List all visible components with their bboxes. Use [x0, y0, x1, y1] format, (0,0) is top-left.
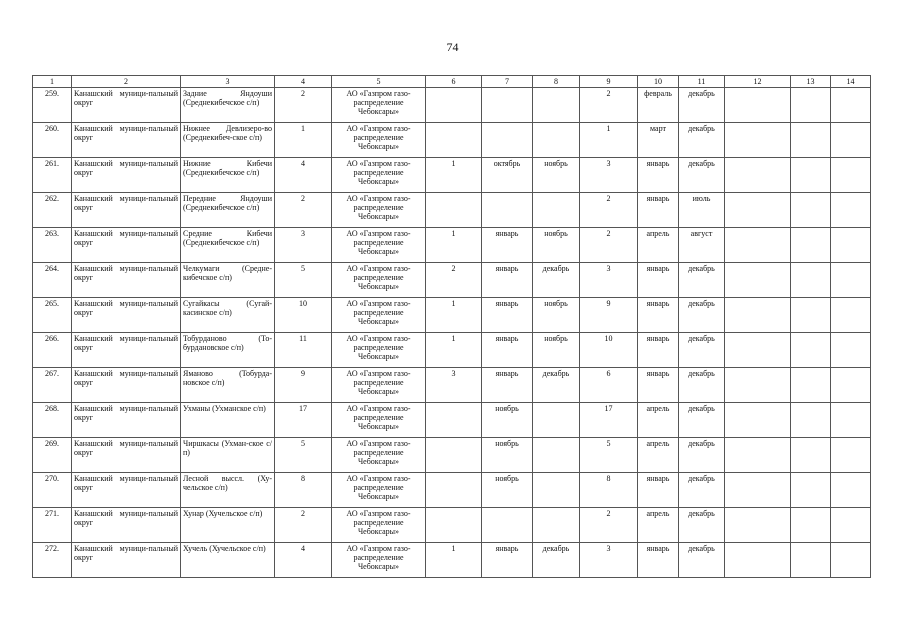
col6-cell	[426, 88, 482, 123]
col11-cell: декабрь	[679, 333, 725, 368]
column-header: 4	[275, 76, 332, 88]
col4-cell: 2	[275, 88, 332, 123]
col4-cell: 5	[275, 438, 332, 473]
column-header: 5	[332, 76, 426, 88]
col14-cell	[831, 368, 871, 403]
column-header: 9	[580, 76, 638, 88]
col6-cell	[426, 473, 482, 508]
col14-cell	[831, 473, 871, 508]
col8-cell: декабрь	[533, 368, 580, 403]
col9-cell: 2	[580, 508, 638, 543]
col14-cell	[831, 88, 871, 123]
col7-cell	[482, 508, 533, 543]
col4-cell: 10	[275, 298, 332, 333]
col9-cell: 2	[580, 88, 638, 123]
col14-cell	[831, 403, 871, 438]
col7-cell: январь	[482, 543, 533, 578]
organization-cell: АО «Газпром газо-распределение Чебоксары»	[332, 263, 426, 298]
settlement-cell: Хучель (Хучельское с/п)	[181, 543, 275, 578]
row-number-cell: 264.	[33, 263, 72, 298]
district-cell: Канашский муници-пальный округ	[72, 368, 181, 403]
col12-cell	[725, 228, 791, 263]
col9-cell: 3	[580, 263, 638, 298]
col4-cell: 4	[275, 543, 332, 578]
col14-cell	[831, 158, 871, 193]
col10-cell: апрель	[638, 228, 679, 263]
col9-cell: 8	[580, 473, 638, 508]
col13-cell	[791, 123, 831, 158]
col13-cell	[791, 403, 831, 438]
col11-cell: декабрь	[679, 473, 725, 508]
row-number-cell: 260.	[33, 123, 72, 158]
col10-cell: январь	[638, 298, 679, 333]
col13-cell	[791, 158, 831, 193]
col8-cell: ноябрь	[533, 228, 580, 263]
district-cell: Канашский муници-пальный округ	[72, 508, 181, 543]
row-number-cell: 269.	[33, 438, 72, 473]
col6-cell: 1	[426, 333, 482, 368]
col14-cell	[831, 438, 871, 473]
column-header: 3	[181, 76, 275, 88]
col8-cell	[533, 403, 580, 438]
col8-cell: декабрь	[533, 543, 580, 578]
col8-cell	[533, 88, 580, 123]
row-number-cell: 261.	[33, 158, 72, 193]
col10-cell: январь	[638, 473, 679, 508]
organization-cell: АО «Газпром газо-распределение Чебоксары»	[332, 333, 426, 368]
row-number-cell: 270.	[33, 473, 72, 508]
col6-cell: 1	[426, 543, 482, 578]
col8-cell: ноябрь	[533, 333, 580, 368]
col8-cell: декабрь	[533, 263, 580, 298]
col13-cell	[791, 368, 831, 403]
col12-cell	[725, 158, 791, 193]
col9-cell: 1	[580, 123, 638, 158]
settlement-cell: Хунар (Хучельское с/п)	[181, 508, 275, 543]
col6-cell	[426, 403, 482, 438]
col8-cell	[533, 123, 580, 158]
col10-cell: январь	[638, 193, 679, 228]
col6-cell: 3	[426, 368, 482, 403]
col10-cell: апрель	[638, 403, 679, 438]
col8-cell: ноябрь	[533, 298, 580, 333]
page-number: 74	[446, 40, 459, 54]
col4-cell: 11	[275, 333, 332, 368]
col11-cell: август	[679, 228, 725, 263]
col7-cell: ноябрь	[482, 438, 533, 473]
settlement-cell: Передние Яндоуши (Среднекибечское с/п)	[181, 193, 275, 228]
column-header: 13	[791, 76, 831, 88]
col10-cell: февраль	[638, 88, 679, 123]
district-cell: Канашский муници-пальный округ	[72, 123, 181, 158]
col13-cell	[791, 263, 831, 298]
settlement-cell: Нижние Кибечи (Среднекибечское с/п)	[181, 158, 275, 193]
col11-cell: декабрь	[679, 438, 725, 473]
row-number-cell: 272.	[33, 543, 72, 578]
col9-cell: 10	[580, 333, 638, 368]
district-cell: Канашский муници-пальный округ	[72, 333, 181, 368]
organization-cell: АО «Газпром газо-распределение Чебоксары»	[332, 543, 426, 578]
col7-cell: ноябрь	[482, 403, 533, 438]
col12-cell	[725, 123, 791, 158]
col4-cell: 2	[275, 508, 332, 543]
data-table	[32, 75, 871, 578]
col7-cell: январь	[482, 263, 533, 298]
district-cell: Канашский муници-пальный округ	[72, 228, 181, 263]
table-row	[33, 368, 871, 403]
col14-cell	[831, 193, 871, 228]
table-row	[33, 88, 871, 123]
column-header: 7	[482, 76, 533, 88]
col8-cell	[533, 473, 580, 508]
column-header: 2	[72, 76, 181, 88]
settlement-cell: Чиршкасы (Ухман-ское с/п)	[181, 438, 275, 473]
col4-cell: 9	[275, 368, 332, 403]
col10-cell: январь	[638, 333, 679, 368]
col11-cell: декабрь	[679, 88, 725, 123]
table-row	[33, 333, 871, 368]
col4-cell: 2	[275, 193, 332, 228]
col9-cell: 17	[580, 403, 638, 438]
col6-cell: 1	[426, 228, 482, 263]
row-number-cell: 268.	[33, 403, 72, 438]
organization-cell: АО «Газпром газо-распределение Чебоксары»	[332, 298, 426, 333]
col12-cell	[725, 193, 791, 228]
table-row	[33, 228, 871, 263]
col7-cell: январь	[482, 228, 533, 263]
col6-cell	[426, 193, 482, 228]
district-cell: Канашский муници-пальный округ	[72, 263, 181, 298]
row-number-cell: 263.	[33, 228, 72, 263]
col12-cell	[725, 298, 791, 333]
settlement-cell: Челкумаги (Средне-кибечское с/п)	[181, 263, 275, 298]
col14-cell	[831, 333, 871, 368]
col7-cell: январь	[482, 333, 533, 368]
column-header: 1	[33, 76, 72, 88]
col11-cell: декабрь	[679, 263, 725, 298]
col11-cell: декабрь	[679, 158, 725, 193]
table-row	[33, 263, 871, 298]
col13-cell	[791, 473, 831, 508]
col12-cell	[725, 333, 791, 368]
table-row	[33, 473, 871, 508]
col7-cell: ноябрь	[482, 473, 533, 508]
col6-cell: 1	[426, 158, 482, 193]
settlement-cell: Яманово (Тобурда-новское с/п)	[181, 368, 275, 403]
organization-cell: АО «Газпром газо-распределение Чебоксары»	[332, 123, 426, 158]
district-cell: Канашский муници-пальный округ	[72, 193, 181, 228]
col12-cell	[725, 368, 791, 403]
col14-cell	[831, 298, 871, 333]
table-row	[33, 193, 871, 228]
col7-cell: январь	[482, 298, 533, 333]
col10-cell: март	[638, 123, 679, 158]
table-row	[33, 438, 871, 473]
col4-cell: 5	[275, 263, 332, 298]
col6-cell	[426, 123, 482, 158]
row-number-cell: 267.	[33, 368, 72, 403]
col9-cell: 2	[580, 228, 638, 263]
col11-cell: декабрь	[679, 508, 725, 543]
col12-cell	[725, 473, 791, 508]
table-row	[33, 158, 871, 193]
col9-cell: 5	[580, 438, 638, 473]
col8-cell	[533, 438, 580, 473]
organization-cell: АО «Газпром газо-распределение Чебоксары»	[332, 158, 426, 193]
col11-cell: декабрь	[679, 543, 725, 578]
settlement-cell: Ухманы (Ухманское с/п)	[181, 403, 275, 438]
col13-cell	[791, 193, 831, 228]
settlement-cell: Тобурданово (То-бурдановское с/п)	[181, 333, 275, 368]
col7-cell	[482, 123, 533, 158]
row-number-cell: 265.	[33, 298, 72, 333]
organization-cell: АО «Газпром газо-распределение Чебоксары»	[332, 228, 426, 263]
col10-cell: январь	[638, 158, 679, 193]
settlement-cell: Задние Яндоуши (Среднекибечское с/п)	[181, 88, 275, 123]
table-row	[33, 543, 871, 578]
table-row	[33, 403, 871, 438]
district-cell: Канашский муници-пальный округ	[72, 473, 181, 508]
col4-cell: 17	[275, 403, 332, 438]
col9-cell: 9	[580, 298, 638, 333]
col13-cell	[791, 508, 831, 543]
organization-cell: АО «Газпром газо-распределение Чебоксары»	[332, 368, 426, 403]
col12-cell	[725, 508, 791, 543]
district-cell: Канашский муници-пальный округ	[72, 543, 181, 578]
col9-cell: 3	[580, 158, 638, 193]
col9-cell: 6	[580, 368, 638, 403]
organization-cell: АО «Газпром газо-распределение Чебоксары»	[332, 438, 426, 473]
col6-cell	[426, 508, 482, 543]
col14-cell	[831, 263, 871, 298]
col6-cell	[426, 438, 482, 473]
row-number-cell: 266.	[33, 333, 72, 368]
table-row	[33, 298, 871, 333]
settlement-cell: Нижнее Девлизеро-во (Среднекибеч-ское с/п)	[181, 123, 275, 158]
district-cell: Канашский муници-пальный округ	[72, 158, 181, 193]
organization-cell: АО «Газпром газо-распределение Чебоксары»	[332, 403, 426, 438]
header-row	[33, 76, 871, 88]
column-header: 14	[831, 76, 871, 88]
organization-cell: АО «Газпром газо-распределение Чебоксары»	[332, 473, 426, 508]
col13-cell	[791, 298, 831, 333]
col12-cell	[725, 88, 791, 123]
col7-cell	[482, 88, 533, 123]
organization-cell: АО «Газпром газо-распределение Чебоксары»	[332, 88, 426, 123]
settlement-cell: Средние Кибечи (Среднекибечское с/п)	[181, 228, 275, 263]
col4-cell: 4	[275, 158, 332, 193]
settlement-cell: Сугайкасы (Сугай-касинское с/п)	[181, 298, 275, 333]
column-header: 10	[638, 76, 679, 88]
col6-cell: 1	[426, 298, 482, 333]
col12-cell	[725, 263, 791, 298]
col13-cell	[791, 438, 831, 473]
col4-cell: 8	[275, 473, 332, 508]
col10-cell: январь	[638, 543, 679, 578]
col4-cell: 3	[275, 228, 332, 263]
col14-cell	[831, 543, 871, 578]
col13-cell	[791, 228, 831, 263]
col14-cell	[831, 508, 871, 543]
settlement-cell: Лесной выссл. (Ху-чельское с/п)	[181, 473, 275, 508]
col14-cell	[831, 228, 871, 263]
table-row	[33, 123, 871, 158]
row-number-cell: 262.	[33, 193, 72, 228]
district-cell: Канашский муници-пальный округ	[72, 438, 181, 473]
col4-cell: 1	[275, 123, 332, 158]
col10-cell: январь	[638, 368, 679, 403]
col8-cell	[533, 193, 580, 228]
col12-cell	[725, 403, 791, 438]
col9-cell: 3	[580, 543, 638, 578]
col6-cell: 2	[426, 263, 482, 298]
col10-cell: январь	[638, 263, 679, 298]
column-header: 12	[725, 76, 791, 88]
column-header: 8	[533, 76, 580, 88]
col9-cell: 2	[580, 193, 638, 228]
district-cell: Канашский муници-пальный округ	[72, 298, 181, 333]
col11-cell: декабрь	[679, 298, 725, 333]
col11-cell: декабрь	[679, 123, 725, 158]
col13-cell	[791, 88, 831, 123]
table-body	[33, 88, 871, 578]
district-cell: Канашский муници-пальный округ	[72, 403, 181, 438]
column-header: 11	[679, 76, 725, 88]
col11-cell: июль	[679, 193, 725, 228]
col10-cell: апрель	[638, 508, 679, 543]
col12-cell	[725, 543, 791, 578]
column-header: 6	[426, 76, 482, 88]
col8-cell: ноябрь	[533, 158, 580, 193]
col13-cell	[791, 543, 831, 578]
row-number-cell: 259.	[33, 88, 72, 123]
col14-cell	[831, 123, 871, 158]
col13-cell	[791, 333, 831, 368]
col8-cell	[533, 508, 580, 543]
col11-cell: декабрь	[679, 368, 725, 403]
col7-cell: январь	[482, 368, 533, 403]
col10-cell: апрель	[638, 438, 679, 473]
organization-cell: АО «Газпром газо-распределение Чебоксары»	[332, 508, 426, 543]
organization-cell: АО «Газпром газо-распределение Чебоксары»	[332, 193, 426, 228]
col11-cell: декабрь	[679, 403, 725, 438]
col7-cell	[482, 193, 533, 228]
col7-cell: октябрь	[482, 158, 533, 193]
row-number-cell: 271.	[33, 508, 72, 543]
table-row	[33, 508, 871, 543]
col12-cell	[725, 438, 791, 473]
district-cell: Канашский муници-пальный округ	[72, 88, 181, 123]
